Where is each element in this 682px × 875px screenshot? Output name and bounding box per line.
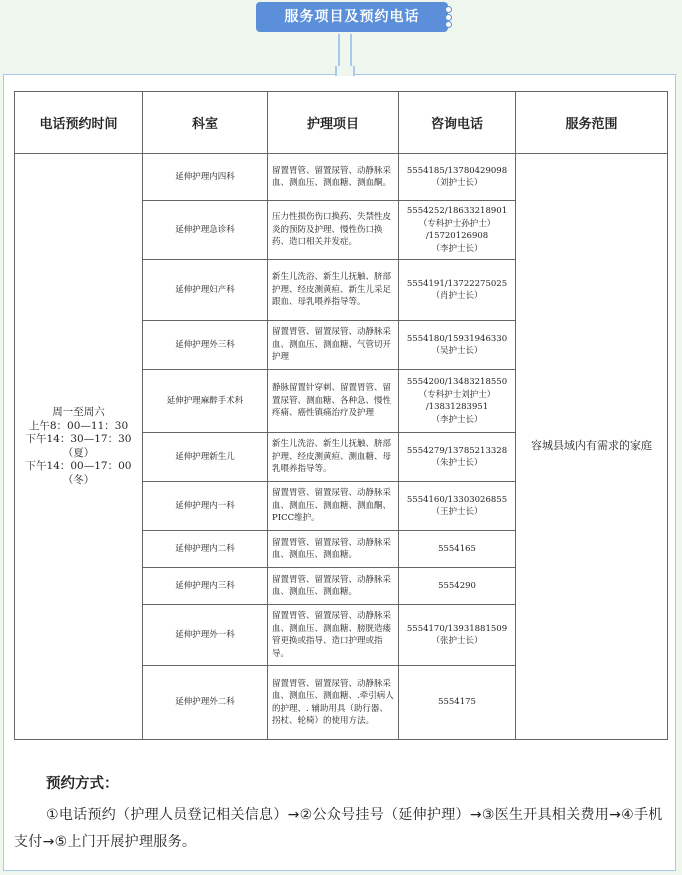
consult-phone-cell (399, 201, 516, 260)
booking-time-line: 下午14：00—17：00 (25, 460, 132, 472)
booking-method (14, 772, 666, 856)
consult-phone-cell (399, 531, 516, 568)
consult-phone-cell (399, 321, 516, 370)
section-title: 服务项目及预约电话 (284, 9, 420, 25)
phone-line: 5554200/13483218550 (406, 377, 508, 387)
consult-phone-cell (399, 260, 516, 321)
nursing-items-cell: 静脉留置针穿刺、留置胃管、留置尿管、测血糖、各种急、慢性疼痛、癌性镇痛治疗及护理 (268, 370, 399, 433)
nursing-items-cell: 新生儿洗浴、新生儿抚触、脐部护理、经皮测黄疸、新生儿采足跟血、母乳喂养指导等。 (268, 260, 399, 321)
nursing-items-cell: 留置胃管、留置尿管、动静脉采血、测血压、测血糖、.牵引病人的护理、. 辅助用具（助行器、拐杖、轮椅）的使用方法。 (268, 666, 399, 740)
phone-line: /13831283951 (425, 402, 489, 412)
phone-line: （专科护士刘护士） (418, 389, 496, 400)
department-cell: 延伸护理麻醉手术科 (143, 370, 268, 433)
nursing-items-cell: 留置胃管、留置尿管、动静脉采血、测血压、测血糖、测血酮、 PICC维护。 (268, 482, 399, 531)
header-booking-time: 电话预约时间 (15, 92, 143, 154)
phone-line: （刘护士长） (431, 178, 483, 188)
phone-line: /15720126908 (425, 231, 489, 241)
service-table (14, 91, 668, 740)
department-cell: 延伸护理外三科 (143, 321, 268, 370)
booking-time-line: 周一至周六 (52, 406, 105, 418)
nursing-items-cell: 压力性损伤伤口换药、失禁性皮炎的预防及护理、慢性伤口换药、造口相关并发症。 (268, 201, 399, 260)
department-cell: 延伸护理新生儿 (143, 433, 268, 482)
phone-line: 5554290 (438, 580, 476, 591)
department-cell: 延伸护理内二科 (143, 531, 268, 568)
nursing-items-cell: 新生儿洗浴、新生儿抚触、脐部护理、经皮测黄疸、测血糖、母乳喂养指导等。 (268, 433, 399, 482)
department-cell: 延伸护理外二科 (143, 666, 268, 740)
phone-line: （吴护士长） (431, 346, 483, 356)
department-cell: 延伸护理内三科 (143, 568, 268, 605)
consult-phone-cell (399, 666, 516, 740)
booking-time-cell (15, 154, 143, 740)
header-department: 科室 (143, 92, 268, 154)
booking-steps: ①电话预约（护理人员登记相关信息）→②公众号挂号（延伸护理）→③医生开具相关费用→④手机支付→⑤上门开展护理服务。 (14, 807, 663, 850)
department-cell: 延伸护理内四科 (143, 154, 268, 201)
booking-time-line: （夏） (62, 446, 95, 459)
phone-line: 5554180/15931946330 (406, 333, 508, 344)
section-title-banner (256, 2, 448, 32)
nursing-items-cell: 留置胃管、留置尿管、动静脉采血、测血压、测血糖、膀胱造瘘管更换或指导、造口护理或指导。 (268, 605, 399, 666)
department-cell: 延伸护理外一科 (143, 605, 268, 666)
consult-phone-cell (399, 482, 516, 531)
phone-line: （张护士长） (431, 636, 483, 646)
consult-phone-cell (399, 370, 516, 433)
department-cell: 延伸护理急诊科 (143, 201, 268, 260)
department-cell: 延伸护理内一科 (143, 482, 268, 531)
dots-icon (444, 6, 452, 28)
phone-line: 5554160/13303026855 (406, 494, 508, 505)
phone-line: （肖护士长） (431, 291, 483, 301)
consult-phone-cell (399, 433, 516, 482)
phone-line: （朱护士长） (431, 458, 483, 468)
phone-line: （王护士长） (431, 507, 483, 517)
header-service-scope: 服务范围 (516, 92, 668, 154)
consult-phone-cell (399, 605, 516, 666)
table-row (15, 154, 668, 201)
phone-line: 5554175 (438, 697, 476, 708)
booking-time-line: （冬） (62, 473, 95, 486)
phone-line: （李护士长） (431, 243, 483, 254)
phone-line: （李护士长） (431, 414, 483, 425)
phone-line: 5554252/18633218901 (406, 206, 508, 216)
booking-time-line: 下午14：30—17：30 (25, 433, 132, 445)
phone-line: 5554279/13785213328 (406, 445, 508, 456)
booking-title: 预约方式： (46, 776, 119, 792)
header-nursing-items: 护理项目 (268, 92, 399, 154)
consult-phone-cell (399, 154, 516, 201)
nursing-items-cell: 留置胃管、留置尿管、动静脉采血、测血压、测血糖、测血酮。 (268, 154, 399, 201)
consult-phone-cell (399, 568, 516, 605)
nursing-items-cell: 留置胃管、留置尿管、动静脉采血、测血压、测血糖。 (268, 568, 399, 605)
phone-line: （专科护士孙护士） (418, 218, 496, 229)
header-consult-phone: 咨询电话 (399, 92, 516, 154)
nursing-items-cell: 留置胃管、留置尿管、动静脉采血、测血压、测血糖、气管切开护理 (268, 321, 399, 370)
phone-line: 5554191/13722275025 (406, 278, 508, 289)
table-header-row (15, 92, 668, 154)
booking-time-line: 上午8：00—11：30 (28, 419, 129, 432)
department-cell: 延伸护理妇产科 (143, 260, 268, 321)
nursing-items-cell: 留置胃管、留置尿管、动静脉采血、测血压、测血糖。 (268, 531, 399, 568)
panel-tab-decoration (335, 66, 355, 76)
phone-line: 5554170/13931881509 (406, 623, 508, 634)
service-scope-cell: 容城县域内有需求的家庭 (516, 154, 668, 740)
phone-line: 5554185/13780429098 (406, 165, 508, 176)
phone-line: 5554165 (438, 543, 476, 554)
